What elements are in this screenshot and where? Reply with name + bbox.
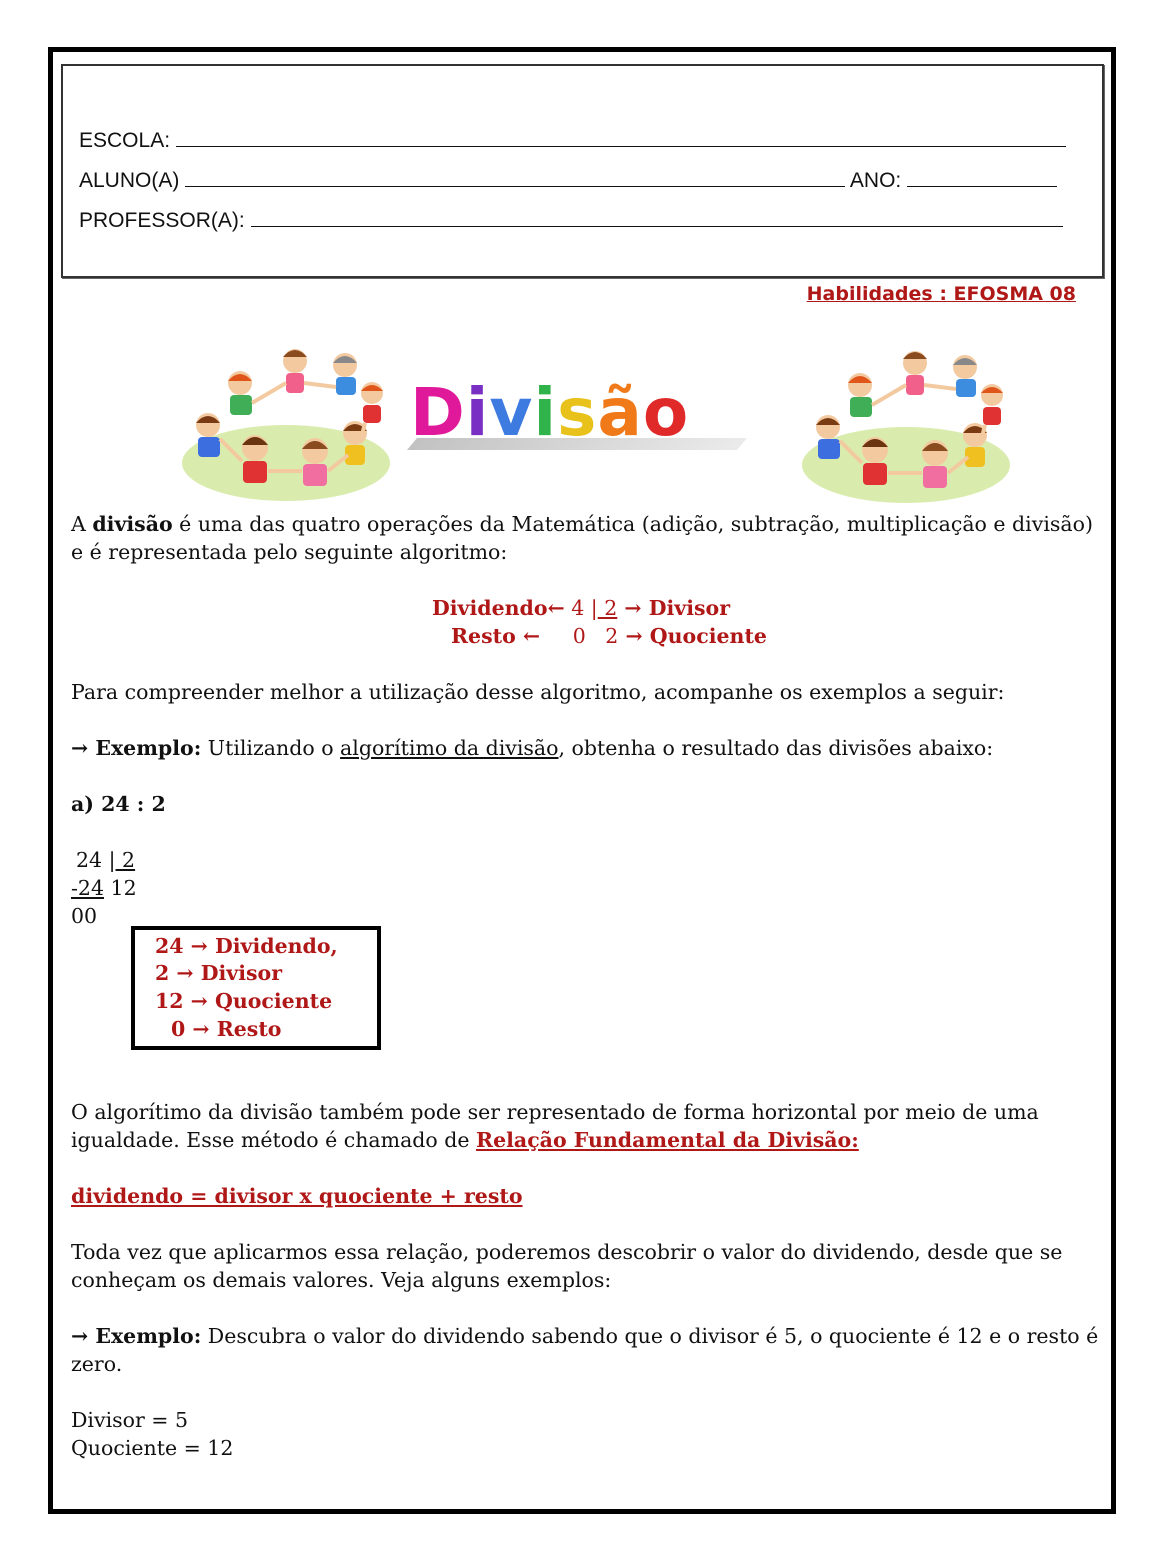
exemplo-text: Descubra o valor do dividendo sabendo que o divisor é 5, o quociente é 12 e o resto é [201, 1324, 1099, 1348]
professor-field [79, 208, 1063, 233]
student-info-box [61, 64, 1104, 278]
summary-dividendo: 24 → Dividendo, [155, 934, 338, 958]
title-letter: ã [597, 374, 643, 451]
professor-label: PROFESSOR(A): [79, 209, 245, 232]
escola-input[interactable] [176, 128, 1066, 147]
title-letter: i [533, 374, 558, 451]
divisor-value: Divisor = 5 [71, 1408, 189, 1432]
horizontal-text: igualdade. Esse método é chamado de [71, 1128, 477, 1152]
divisor: 2 [115, 848, 136, 872]
summary-resto: 0 → Resto [171, 1017, 282, 1041]
dividendo-label: Dividendo← [431, 596, 565, 620]
algorithm-line-1 [0, 594, 1162, 622]
ano-label: ANO: [849, 169, 902, 192]
children-circle-illustration-left [180, 343, 392, 503]
intro-text: A [71, 512, 93, 536]
aluno-input[interactable] [185, 168, 845, 187]
relacao-fundamental-term: Relação Fundamental da Divisão: [476, 1128, 859, 1152]
formula: dividendo = divisor x quociente + resto [71, 1184, 523, 1208]
ano-input[interactable] [907, 168, 1057, 187]
exemplo-2 [71, 1322, 1098, 1350]
long-division-row-2 [71, 874, 137, 902]
quociente-number: 2 [605, 624, 619, 648]
divisor-number: 2 [597, 596, 618, 620]
habilidades-code: Habilidades : EFOSMA 08 [806, 283, 1076, 305]
divisor-label: → Divisor [617, 596, 731, 620]
dividend-number: 4 | [571, 596, 598, 620]
subtraction: -24 [71, 876, 105, 900]
resto-number: 0 [572, 624, 586, 648]
toda-vez-line-2: conheçam os demais valores. Veja alguns exemplos: [71, 1268, 612, 1292]
item-a: a) 24 : 2 [71, 792, 166, 816]
arrow-icon: → [71, 736, 96, 760]
exemplo-text: Utilizando o [201, 736, 341, 760]
professor-input[interactable] [251, 208, 1063, 227]
quociente-label: → Quociente [618, 624, 767, 648]
dividend: 24 | [76, 848, 116, 872]
title-letter: o [642, 374, 690, 451]
title-letter: D [410, 374, 466, 451]
escola-field [79, 128, 1066, 153]
exemplo-text: , obtenha o resultado das divisões abaixo: [558, 736, 994, 760]
para-compreender: Para compreender melhor a utilização desse algoritmo, acompanhe os exemplos a seguir: [71, 680, 1005, 704]
horizontal-line-1: O algorítimo da divisão também pode ser representado de forma horizontal por meio de uma [71, 1100, 1039, 1124]
long-division-row-3: 00 [71, 904, 98, 928]
horizontal-line-2 [71, 1126, 859, 1154]
exemplo-2-line-2: zero. [71, 1352, 123, 1376]
intro-line-2: e é representada pelo seguinte algoritmo: [71, 540, 508, 564]
algoritimo-underlined: algorítimo da divisão [340, 736, 559, 760]
division-summary-box [131, 926, 381, 1050]
title-letter: i [465, 374, 490, 451]
aluno-label: ALUNO(A) [79, 169, 180, 192]
page-title [410, 374, 690, 451]
algorithm-line-2 [28, 622, 1162, 650]
intro-line-1 [71, 510, 1093, 538]
intro-text: é uma das quatro operações da Matemática (adição, subtração, multiplicação e divisão) [172, 512, 1093, 536]
children-circle-illustration-right [800, 345, 1012, 505]
exemplo-label: Exemplo: [95, 1324, 202, 1348]
aluno-field [79, 168, 1057, 193]
arrow-icon: → [71, 1324, 96, 1348]
exemplo-label: Exemplo: [95, 736, 202, 760]
intro-bold-term: divisão [92, 512, 173, 536]
quociente-value: Quociente = 12 [71, 1436, 234, 1460]
toda-vez-line-1: Toda vez que aplicarmos essa relação, poderemos descobrir o valor do dividendo, desde que se [71, 1240, 1063, 1264]
summary-divisor: 2 → Divisor [155, 961, 282, 985]
quotient: 12 [104, 876, 137, 900]
escola-label: ESCOLA: [79, 129, 171, 152]
long-division-row-1 [76, 846, 135, 874]
resto-label: Resto ← [451, 624, 541, 648]
title-letter: s [557, 374, 598, 451]
summary-quociente: 12 → Quociente [155, 989, 333, 1013]
exemplo-1 [71, 734, 993, 762]
title-letter: v [489, 374, 534, 451]
